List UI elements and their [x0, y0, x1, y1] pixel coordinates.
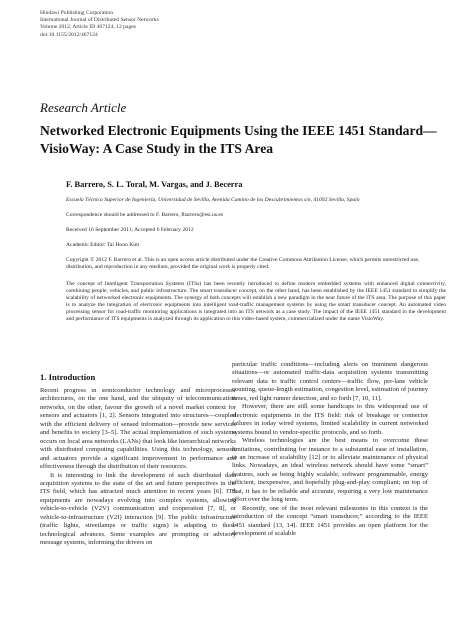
academic-editor: Academic Editor: Tai Hoon Kim [66, 242, 140, 248]
section-heading: 1. Introduction [40, 372, 96, 382]
affiliation: Escuela Técnica Superior de Ingeniería, Universidad de Sevilla, Avenida Camino de los Descubrimientos s/n, 41092 Sevilla, Spain [66, 197, 360, 203]
left-column [40, 387, 236, 548]
correspondence: Correspondence should be addressed to F. Barrero, fbarrero@esi.us.es [66, 212, 224, 218]
right-column [232, 361, 428, 539]
volume-line: Volume 2012, Article ID 467124, 12 pages [40, 24, 136, 31]
paragraph: particular traffic conditions—including alerts on imminent dangerous situations—or automated traffic-data acquisition systems transmitting relevant data to traffic control centers—traffic flow, per-lane vehicle counting, queue-length estimation, congestion level, estimation of journey times, red light runner detection, and so forth [7, 10, 11]. [232, 361, 428, 402]
paragraph: However, there are still some handicaps to this widespread use of electronic equipments in the ITS field: risk of breakage or connector failures in today wired systems, limited scalability in current networked systems bound to vendor-specific protocols, and so forth. [232, 403, 428, 436]
paper-title: Networked Electronic Equipments Using the IEEE 1451 Standard—VisioWay: A Case Study in the ITS Area [40, 123, 437, 156]
paragraph: It is interesting to link the development of such distributed data acquisition systems to the state of the art and future perspectives in the ITS field, which has attracted much attention in recent years [6]. ITS equipments are nowadays evolving into complex systems, allowing vehicle-to-vehicle (V2V) communication and cooperation [7, 8], or vehicle-to-infrastructure (V2I) interaction [9]. The public infrastructure (traffic lights, streetlamps or traffic signs) is adapting to these technological advances. Some examples are prompting or advisory message systems, informing the drivers on [40, 471, 236, 547]
authors: F. Barrero, S. L. Toral, M. Vargas, and J. Becerra [66, 180, 243, 189]
paragraph: Wireless technologies are the best means to overcome these limitations, contributing for instance to a substantial ease of installation, to an increase of scalability [12] or to alleviate maintenance of physical links. Nowadays, an ideal wireless network should have some “smart” features, such as being highly scalable, software programmable, energy efficient, inexpensive, and hopefully plug-and-play compliant; on top of that, it has to be reliable and accurate, requiring a very low maintenance effort over the long term. [232, 437, 428, 504]
publication-info [40, 10, 159, 39]
paragraph: Recently, one of the most relevant milestones in this context is the introduction of the concept “smart transducer,” according to the IEEE 1451 standard [13, 14]. IEEE 1451 provides an open platform for the development of scalable [232, 504, 428, 538]
copyright-notice: Copyright © 2012 F. Barrero et al. This is an open access article distributed under the Creative Commons Attribution License, which permits unrestricted use, distribution, and reproduction in any medium, provided the original work is properly cited. [66, 257, 420, 271]
publisher-line: Hindawi Publishing Corporation [40, 10, 114, 16]
journal-line: International Journal of Distributed Sensor Networks [40, 17, 159, 24]
article-type: Research Article [40, 100, 127, 115]
paragraph: Recent progress in semiconductor technology and microprocessor architectures, on the one hand, and the ubiquity of telecommunication networks, on the other, favour the growth of a novel market context for sensors and actuators [1, 2]. Sensors integrated into structures—coupled with the efficient delivery of sensed information—provide new services and benefits to society [3–5]. The actual implementation of such systems occurs on local area networks (LANs) that look like hierarchical networks with distributed computing capabilities. Using this technology, sensors and actuators provide a significant improvement in performance and effectiveness through the distribution of their resources. [40, 387, 236, 471]
doi-line: doi:10.1155/2012/467124 [40, 31, 98, 38]
received-dates: Received 16 September 2011; Accepted 6 February 2012 [66, 227, 194, 233]
abstract: The concept of Intelligent Transportation Systems (ITSs) has been recently introduced to define modern embedded systems with enhanced digital connectivity, combining people, vehicles, and public infrastructure. The smart transducer concept, on the other hand, has been established by the IEEE 1451 standard to simplify the scalability of networked electronic equipments. The synergy of both concepts will establish a new paradigm in the near future of the ITS area. The purpose of this paper is to analyze the integration of electronic equipments into intelligent road-traffic management systems by using the smart transducer concept. An automated video processing sensor for road-traffic monitoring applications is integrated into an ITS network as a case study. The impact of the IEEE 1451 standard in the development and performance of ITS equipments is analyzed through its application to this video-based system, commercialized under the name VisioWay. [66, 281, 446, 323]
